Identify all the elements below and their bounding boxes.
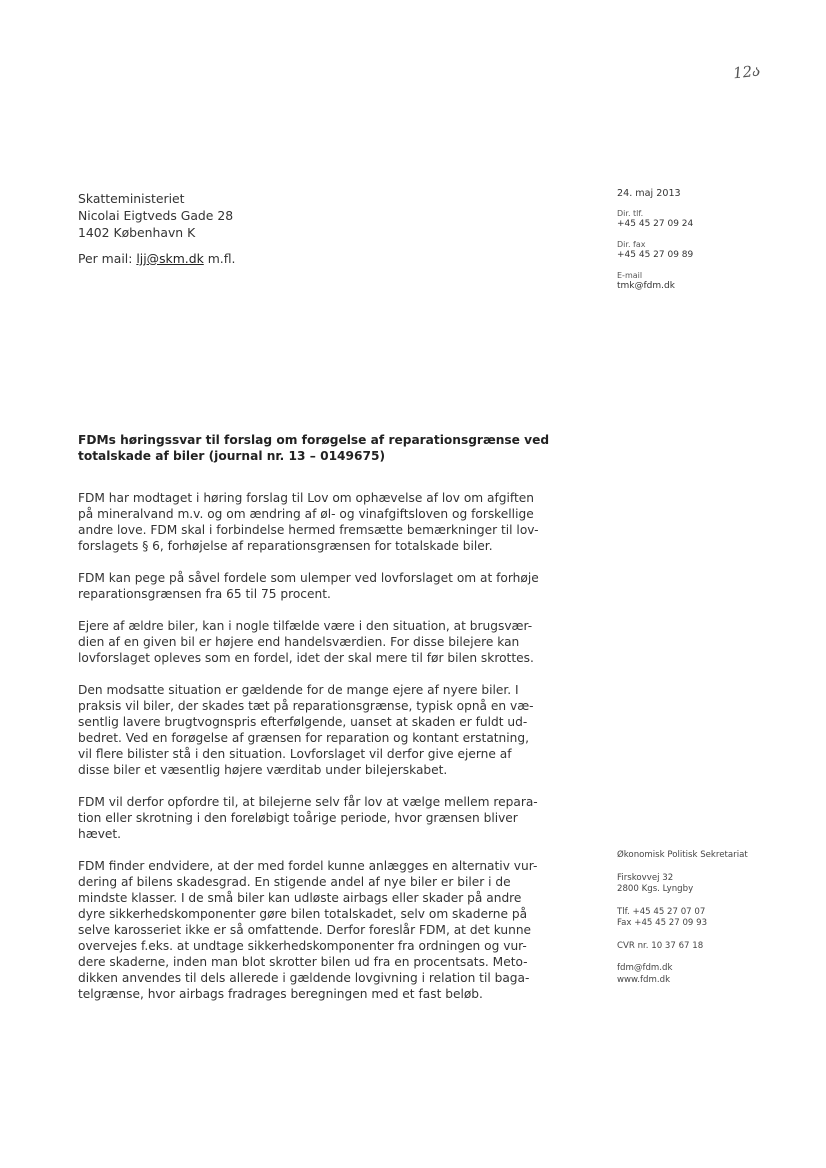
body-line: hævet.: [78, 827, 122, 841]
body-paragraph-6: [78, 858, 598, 1002]
body-line: Ejere af ældre biler, kan i nogle tilfælde være i den situation, at brugsvær-: [78, 619, 533, 633]
body-line: dyre sikkerhedskomponenter gøre bilen totalskadet, selv om skaderne på: [78, 907, 528, 921]
body-line: forslagets § 6, forhøjelse af reparationsgrænsen for totalskade biler.: [78, 539, 493, 553]
recipient-name: Skatteministeriet: [78, 191, 185, 206]
body-line: dere skaderne, inden man blot skrotter bilen ud fra en procentsats. Meto-: [78, 955, 528, 969]
body-line: på mineralvand m.v. og om ændring af øl- og vinafgiftsloven og forskellige: [78, 507, 534, 521]
body-line: FDM finder endvidere, at der med fordel kunne anlægges en alternativ vur-: [78, 859, 538, 873]
letter-body: [78, 490, 598, 1018]
recipient-email-link[interactable]: ljj@skm.dk: [136, 251, 204, 266]
body-line: FDM har modtaget i høring forslag til Lov om ophævelse af lov om afgiften: [78, 491, 534, 505]
letter-date: 24. maj 2013: [617, 188, 681, 199]
letter-subject: [78, 432, 598, 464]
direct-fax: [617, 240, 693, 261]
direct-phone-value: +45 45 27 09 24: [617, 219, 694, 229]
body-line: bedret. Ved en forøgelse af grænsen for reparation og kontant erstatning,: [78, 731, 530, 745]
footer-city: 2800 Kgs. Lyngby: [617, 884, 694, 894]
body-paragraph-4: [78, 682, 598, 778]
footer-fax: Fax +45 45 27 09 93: [617, 918, 708, 928]
body-line: dien af en given bil er højere end handelsværdien. For disse bilejere kan: [78, 635, 520, 649]
direct-fax-label: Dir. fax: [617, 240, 646, 249]
recipient-street: Nicolai Eigtveds Gade 28: [78, 208, 234, 223]
body-line: FDM vil derfor opfordre til, at bilejerne selv får lov at vælge mellem repara-: [78, 795, 538, 809]
recipient-email-line: [78, 250, 235, 267]
body-line: overvejes f.eks. at undtage sikkerhedskomponenter fra ordningen og vur-: [78, 939, 527, 953]
sender-meta: [617, 188, 693, 302]
recipient-city: 1402 København K: [78, 225, 196, 240]
email-suffix: m.fl.: [203, 251, 236, 266]
footer-street: Firskovvej 32: [617, 872, 674, 883]
footer-online-block: [617, 963, 748, 986]
footer-department-block: [617, 850, 748, 862]
body-line: andre love. FDM skal i forbindelse hermed fremsætte bemærkninger til lov-: [78, 523, 539, 537]
email-prefix: Per mail:: [78, 251, 137, 266]
sender-email: [617, 271, 693, 292]
recipient-address: [78, 190, 235, 267]
body-line: disse biler et væsentlig højere værditab under bilejerskabet.: [78, 763, 448, 777]
direct-phone: [617, 209, 693, 230]
body-line: Den modsatte situation er gældende for de mange ejere af nyere biler. I: [78, 683, 519, 697]
body-line: praksis vil biler, der skades tæt på reparationsgrænse, typisk opnå en væ-: [78, 699, 534, 713]
sender-email-value: tmk@fdm.dk: [617, 281, 675, 291]
body-paragraph-1: [78, 490, 598, 554]
body-paragraph-3: [78, 618, 598, 666]
footer-web[interactable]: www.fdm.dk: [617, 974, 671, 985]
body-line: mindste klasser. I de små biler kan udløste airbags eller skader på andre: [78, 891, 522, 905]
body-line: dering af bilens skadesgrad. En stigende andel af nye biler er biler i de: [78, 875, 511, 889]
footer-phone: Tlf. +45 45 27 07 07: [617, 906, 706, 917]
footer-address-block: [617, 873, 748, 896]
footer-email[interactable]: fdm@fdm.dk: [617, 963, 673, 973]
subject-line-2: totalskade af biler (journal nr. 13 – 0149675): [78, 449, 386, 463]
body-line: lovforslaget opleves som en fordel, idet der skal mere til før bilen skrottes.: [78, 651, 534, 665]
body-line: tion eller skrotning i den foreløbigt toårige periode, hvor grænsen bliver: [78, 811, 518, 825]
direct-phone-label: Dir. tlf.: [617, 209, 644, 218]
body-paragraph-5: [78, 794, 598, 842]
sender-email-label: E-mail: [617, 271, 643, 280]
body-line: FDM kan pege på såvel fordele som ulemper ved lovforslaget om at forhøje: [78, 571, 539, 585]
handwritten-page-note: 12ა: [732, 61, 762, 83]
body-line: reparationsgrænsen fra 65 til 75 procent.: [78, 587, 331, 601]
body-paragraph-2: [78, 570, 598, 602]
sender-footer: [617, 850, 748, 997]
footer-cvr: CVR nr. 10 37 67 18: [617, 940, 704, 951]
footer-department: Økonomisk Politisk Sekretariat: [617, 850, 748, 860]
body-line: selve karosseriet ikke er så omfattende. Derfor foreslår FDM, at det kunne: [78, 923, 532, 937]
subject-line-1: FDMs høringssvar til forslag om forøgelse af reparationsgrænse ved: [78, 433, 550, 447]
body-line: vil flere bilister stå i den situation. Lovforslaget vil derfor give ejerne af: [78, 747, 512, 761]
body-line: dikken anvendes til dels allerede i gældende lovgivning i relation til baga-: [78, 971, 530, 985]
footer-contact-block: [617, 907, 748, 930]
body-line: telgrænse, hvor airbags fradrages beregningen med et fast beløb.: [78, 987, 483, 1001]
direct-fax-value: +45 45 27 09 89: [617, 250, 694, 260]
body-line: sentlig lavere brugtvognspris efterfølgende, uanset at skaden er fuldt ud-: [78, 715, 528, 729]
footer-cvr-block: [617, 941, 748, 953]
